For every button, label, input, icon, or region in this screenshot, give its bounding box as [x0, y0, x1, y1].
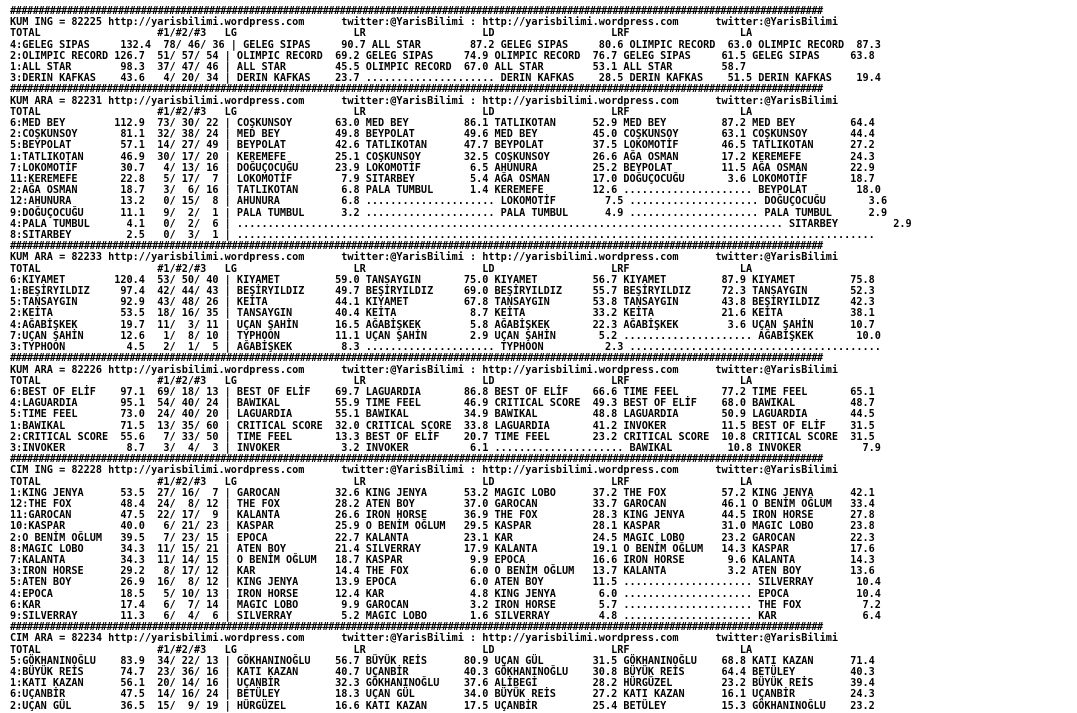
table-row: 5:TANSAYGIN 92.9 43/ 48/ 26 | KEİTA 44.1 KIYAMET 67.8 TANSAYGIN 53.8 TANSAYGIN 43.8 BEŞİRYILDIZ 42.3 [10, 297, 875, 309]
table-row: 2:O BENİM OĞLUM 39.5 7/ 23/ 15 | EPOCA 22.7 KALANTA 23.1 KAR 24.5 MAGIC LOBO 23.2 GAROCAN 22.3 [10, 532, 875, 544]
separator-line: ############################################################################################################################################### [10, 353, 823, 365]
table-row: 5:GÖKHANINOĞLU 83.9 34/ 22/ 13 | GÖKHANINOĞLU 56.7 BÜYÜK REİS 80.9 UÇAN GÜL 31.5 GÖKHANINOĞLU 68.8 KATI KAZAN 71.4 [10, 655, 875, 667]
table-row: 9:SILVERRAY 11.3 6/ 4/ 6 | SILVERRAY 5.2 MAGIC LOBO 1.6 SILVERRAY 4.8 ..................... KAR 6.4 [10, 610, 881, 622]
table-row: 5:BEYPOLAT 57.1 14/ 27/ 49 | BEYPOLAT 42.6 TATLIKOTAN 47.7 BEYPOLAT 37.5 LOKOMOTİF 46.5 TATLIKOTAN 27.2 [10, 140, 875, 152]
table-row: 11:KEREMEFE 22.8 5/ 17/ 7 | LOKOMOTİF 7.9 SITARBEY 5.4 AĞA OSMAN 17.0 DOĞUÇOCUĞU 3.6 LOKOMOTİF 18.7 [10, 174, 875, 186]
table-row: 1:BAWIKAL 71.5 13/ 35/ 60 | CRITICAL SCORE 32.0 CRITICAL SCORE 33.8 LAGUARDIA 41.2 INVOKER 11.5 BEST OF ELİF 31.5 [10, 420, 875, 432]
table-row: 3:INVOKER 8.7 3/ 4/ 3 | INVOKER 3.2 INVOKER 6.1 ..................... BAWIKAL 10.8 INVOKER 7.9 [10, 442, 881, 454]
separator-line: ############################################################################################################################################### [10, 6, 823, 17]
race-header: CIM ING = 82228 http://yarisbilimi.wordpress.com twitter:@YarisBilimi : http://yarisbilimi.wordpress.com twitter:@YarisBilimi [10, 465, 839, 477]
column-header: TOTAL #1/#2/#3 LG LR LD LRF LA [10, 375, 753, 387]
table-row: 2:UÇAN GÜL 36.5 15/ 9/ 19 | HÜRGÜZEL 16.6 KATI KAZAN 17.5 UÇANBİR 25.4 BETÜLEY 15.3 GÖKHANINOĞLU 23.2 [10, 700, 875, 712]
table-row: 2:CRITICAL SCORE 55.6 7/ 33/ 50 | TIME FEEL 13.3 BEST OF ELİF 20.7 TIME FEEL 23.2 CRITICAL SCORE 10.8 CRITICAL SCORE 31.5 [10, 431, 875, 443]
table-row: 3:TYPHOON 4.5 2/ 1/ 5 | AĞABİŞKEK 8.3 ..................... TYPHOON 2.3 ......................................... [10, 342, 881, 354]
race-header: KUM ARA = 82226 http://yarisbilimi.wordpress.com twitter:@YarisBilimi : http://yarisbilimi.wordpress.com twitter:@YarisBilimi [10, 364, 839, 376]
separator-line: ############################################################################################################################################### [10, 454, 823, 466]
table-row: 7:LOKOMOTİF 30.7 4/ 13/ 16 | DOĞUÇOCUĞU 23.9 LOKOMOTİF 6.5 AHUNURA 25.2 BEYPOLAT 11.5 AĞA OSMAN 22.9 [10, 162, 875, 174]
column-header: TOTAL #1/#2/#3 LG LR LD LRF LA [10, 28, 753, 40]
table-row: 8:SITARBEY 2.5 0/ 3/ 1 | ........................................................................................................ [10, 230, 875, 242]
column-header: TOTAL #1/#2/#3 LG LR LD LRF LA [10, 476, 753, 488]
table-row: 12:AHUNURA 13.2 0/ 15/ 8 | AHUNURA 6.8 ..................... LOKOMOTİF 7.5 ..................... DOĞUÇOCUĞU 3.6 [10, 196, 888, 208]
table-row: 3:DERIN KAFKAS 43.6 4/ 20/ 34 | DERIN KAFKAS 23.7 ..................... DERIN KAFKAS 28.5 DERIN KAFKAS 51.5 DERIN KAFKAS 19.4 [10, 73, 881, 85]
column-header: TOTAL #1/#2/#3 LG LR LD LRF LA [10, 106, 753, 118]
table-row: 9:DOĞUÇOCUĞU 11.1 9/ 2/ 1 | PALA TUMBUL 3.2 ..................... PALA TUMBUL 4.9 ..................... PALA TUMBUL 2.9 [10, 207, 888, 219]
table-row: 1:KATI KAZAN 56.1 20/ 14/ 16 | UÇANBİR 32.3 GÖKHANINOĞLU 37.6 ALİBEGİ 28.2 HÜRGÜZEL 23.2 BÜYÜK REİS 39.4 [10, 678, 875, 690]
separator-line: ############################################################################################################################################### [10, 241, 823, 253]
table-row: 2:OLIMPIC RECORD 126.7 51/ 57/ 54 | OLIMPIC RECORD 69.2 GELEG SIPAS 74.9 OLIMPIC RECORD 76.7 GELEG SIPAS 61.5 GELEG SIPAS 63.8 [10, 50, 875, 62]
table-row: 4:AĞABİŞKEK 19.7 11/ 3/ 11 | UÇAN ŞAHİN 16.5 AĞABİŞKEK 5.8 AĞABİŞKEK 22.3 AĞABİŞKEK 3.6 UÇAN ŞAHİN 10.7 [10, 319, 875, 331]
race-report [10, 6, 1074, 712]
column-header: TOTAL #1/#2/#3 LG LR LD LRF LA [10, 263, 753, 275]
table-row: 8:MAGIC LOBO 34.3 11/ 15/ 21 | ATEN BOY 21.4 SILVERRAY 17.9 KALANTA 19.1 O BENİM OĞLUM 14.3 KASPAR 17.6 [10, 543, 875, 555]
table-row: 4:LAGUARDIA 95.1 54/ 40/ 24 | BAWIKAL 55.9 TIME FEEL 46.9 CRITICAL SCORE 49.3 BEST OF ELİF 68.0 BAWIKAL 48.7 [10, 398, 875, 410]
table-row: 1:BEŞİRYILDIZ 97.4 42/ 44/ 43 | BEŞİRYILDIZ 49.7 BEŞİRYILDIZ 69.0 BEŞİRYILDIZ 55.7 BEŞİRYILDIZ 72.3 TANSAYGIN 52.3 [10, 286, 875, 298]
column-header: TOTAL #1/#2/#3 LG LR LD LRF LA [10, 644, 753, 656]
table-row: 7:UÇAN ŞAHİN 12.6 1/ 8/ 10 | TYPHOON 11.1 UÇAN ŞAHİN 2.9 UÇAN ŞAHİN 5.2 ..................... AĞABİŞKEK 10.0 [10, 330, 881, 342]
table-row: 6:MED BEY 112.9 73/ 30/ 22 | COŞKUNSOY 63.0 MED BEY 86.1 TATLIKOTAN 52.9 MED BEY 87.2 MED BEY 64.4 [10, 118, 875, 130]
separator-line: ############################################################################################################################################### [10, 84, 823, 96]
table-row: 6:KAR 17.4 6/ 7/ 14 | MAGIC LOBO 9.9 GAROCAN 3.2 IRON HORSE 5.7 ..................... THE FOX 7.2 [10, 599, 881, 611]
table-row: 3:IRON HORSE 29.2 8/ 17/ 12 | KAR 14.4 THE FOX 6.0 O BENİM OĞLUM 13.7 KALANTA 3.2 ATEN BOY 13.6 [10, 566, 875, 578]
table-row: 1:ALL STAR 98.3 37/ 47/ 46 | ALL STAR 45.5 OLIMPIC RECORD 67.0 ALL STAR 53.1 ALL STAR 58.7 [10, 62, 747, 74]
table-row: 4:EPOCA 18.5 5/ 10/ 13 | IRON HORSE 12.4 KAR 4.8 KING JENYA 6.0 ..................... EPOCA 10.4 [10, 588, 881, 600]
table-row: 7:KALANTA 34.3 11/ 14/ 15 | O BENİM OĞLUM 18.7 KASPAR 9.9 EPOCA 16.6 IRON HORSE 9.6 KALANTA 14.3 [10, 554, 875, 566]
table-row: 6:BEST OF ELİF 97.1 69/ 18/ 13 | BEST OF ELİF 69.7 LAGUARDIA 86.8 BEST OF ELİF 66.6 TIME FEEL 77.2 TIME FEEL 65.1 [10, 386, 875, 398]
table-row: 5:ATEN BOY 26.9 16/ 8/ 12 | KING JENYA 13.9 EPOCA 6.0 ATEN BOY 11.5 ..................... SILVERRAY 10.4 [10, 577, 881, 589]
race-header: KUM ARA = 82231 http://yarisbilimi.wordpress.com twitter:@YarisBilimi : http://yarisbilimi.wordpress.com twitter:@YarisBilimi [10, 95, 839, 107]
race-header: KUM ING = 82225 http://yarisbilimi.wordpress.com twitter:@YarisBilimi : http://yarisbilimi.wordpress.com twitter:@YarisBilimi [10, 17, 839, 29]
table-row: 4:GELEG SIPAS 132.4 78/ 46/ 36 | GELEG SIPAS 90.7 ALL STAR 87.2 GELEG SIPAS 80.6 OLIMPIC RECORD 63.0 OLIMPIC RECORD 87.3 [10, 39, 881, 51]
table-row: 12:THE FOX 48.4 24/ 8/ 12 | THE FOX 28.2 ATEN BOY 37.0 GAROCAN 33.7 GAROCAN 46.1 O BENİM OĞLUM 33.4 [10, 498, 875, 510]
table-row: 1:TATLIKOTAN 46.9 30/ 17/ 20 | KEREMEFE 25.1 COŞKUNSOY 32.5 COŞKUNSOY 26.6 AĞA OSMAN 17.2 KEREMEFE 24.3 [10, 151, 875, 163]
separator-line: ############################################################################################################################################### [10, 622, 823, 634]
table-row: 4:PALA TUMBUL 4.1 0/ 2/ 6 | ......................................................................................... SITARBEY 2.9 [10, 218, 912, 230]
table-row: 6:KIYAMET 120.4 53/ 50/ 40 | KIYAMET 59.0 TANSAYGIN 75.0 KIYAMET 56.7 KIYAMET 87.9 KIYAMET 75.8 [10, 274, 875, 286]
race-header: CIM ARA = 82234 http://yarisbilimi.wordpress.com twitter:@YarisBilimi : http://yarisbilimi.wordpress.com twitter:@YarisBilimi [10, 633, 839, 645]
table-row: 4:BÜYÜK REİS 74.7 23/ 36/ 16 | KATI KAZAN 40.7 UÇANBİR 40.3 GÖKHANINOĞLU 30.8 BÜYÜK REİS 64.4 BETÜLEY 40.3 [10, 666, 875, 678]
table-row: 2:KEİTA 53.5 18/ 16/ 35 | TANSAYGIN 40.4 KEİTA 8.7 KEİTA 33.2 KEİTA 21.6 KEİTA 38.1 [10, 308, 875, 320]
table-row: 6:UÇANBİR 47.5 14/ 16/ 24 | BETÜLEY 18.3 UÇAN GÜL 34.0 BÜYÜK REİS 27.2 KATI KAZAN 16.1 UÇANBİR 24.3 [10, 689, 875, 701]
table-row: 11:GAROCAN 47.5 22/ 17/ 9 | KALANTA 26.6 IRON HORSE 36.9 THE FOX 28.3 KING JENYA 44.5 IRON HORSE 27.8 [10, 510, 875, 522]
table-row: 10:KASPAR 40.0 6/ 21/ 23 | KASPAR 25.9 O BENİM OĞLUM 29.5 KASPAR 28.1 KASPAR 31.0 MAGIC LOBO 23.8 [10, 521, 875, 533]
table-row: 1:KING JENYA 53.5 27/ 16/ 7 | GAROCAN 32.6 KING JENYA 53.2 MAGIC LOBO 37.2 THE FOX 57.2 KING JENYA 42.1 [10, 487, 875, 499]
table-row: 2:COŞKUNSOY 81.1 32/ 38/ 24 | MED BEY 49.8 BEYPOLAT 49.6 MED BEY 45.0 COŞKUNSOY 63.1 COŞKUNSOY 44.4 [10, 129, 875, 141]
table-row: 2:AĞA OSMAN 18.7 3/ 6/ 16 | TATLIKOTAN 6.8 PALA TUMBUL 1.4 KEREMEFE 12.6 ..................... BEYPOLAT 18.0 [10, 185, 881, 197]
table-row: 5:TIME FEEL 73.0 24/ 40/ 20 | LAGUARDIA 55.1 BAWIKAL 34.9 BAWIKAL 48.8 LAGUARDIA 50.9 LAGUARDIA 44.5 [10, 409, 875, 421]
race-header: KUM ARA = 82233 http://yarisbilimi.wordpress.com twitter:@YarisBilimi : http://yarisbilimi.wordpress.com twitter:@YarisBilimi [10, 252, 839, 264]
